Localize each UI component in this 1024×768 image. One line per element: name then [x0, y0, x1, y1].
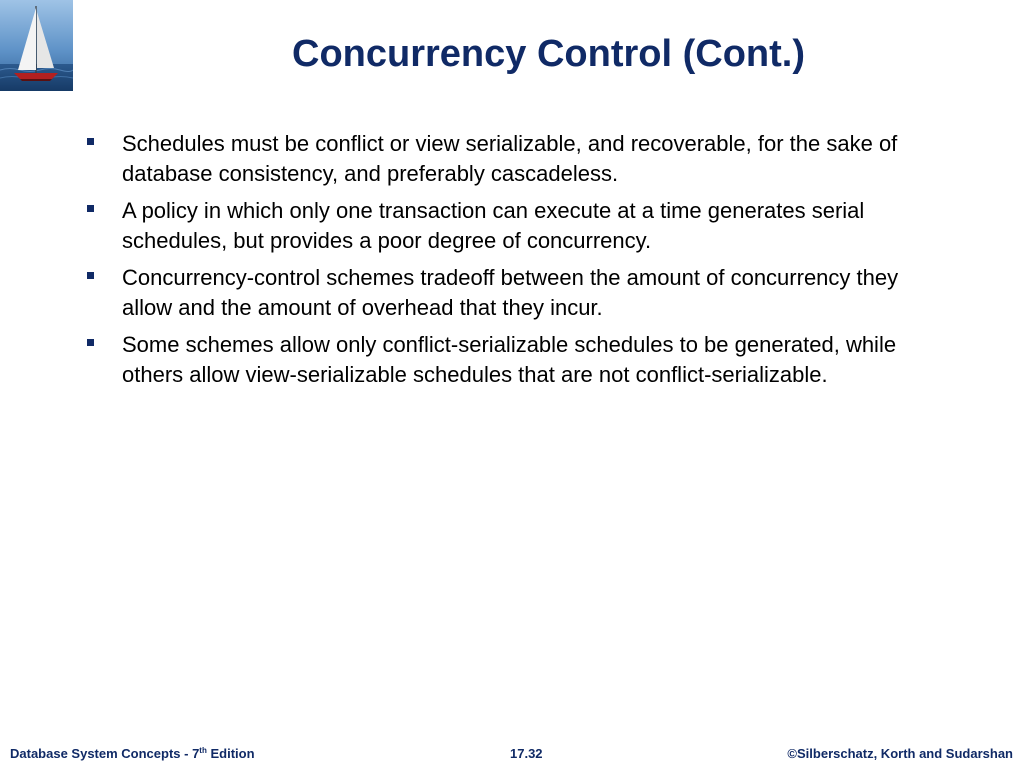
bullet-text: A policy in which only one transaction can execute at a time generates serial schedules, but provides a poor degree of concurrency. [122, 198, 865, 253]
footer [0, 745, 1024, 765]
bullet-list [84, 129, 944, 397]
sailboat-icon [0, 0, 73, 91]
list-item [84, 196, 944, 255]
copyright-notice: ©Silberschatz, Korth and Sudarshan [787, 746, 1013, 761]
edition-superscript: th [199, 746, 207, 755]
bullet-text: Schedules must be conflict or view serializable, and recoverable, for the sake of database consistency, and preferably cascadeless. [122, 131, 898, 186]
book-title-text: Database System Concepts - 7 [10, 746, 200, 761]
square-bullet-icon [87, 339, 94, 346]
slide-number: 17.32 [510, 746, 543, 761]
square-bullet-icon [87, 272, 94, 279]
page-title: Concurrency Control (Cont.) [292, 33, 805, 75]
edition-word: Edition [206, 746, 255, 761]
list-item [84, 129, 944, 188]
bullet-text: Concurrency-control schemes tradeoff between the amount of concurrency they allow and the amount of overhead that they incur. [122, 265, 899, 320]
square-bullet-icon [87, 205, 94, 212]
footer-book-title [10, 746, 255, 761]
list-item [84, 263, 944, 322]
square-bullet-icon [87, 138, 94, 145]
sailboat-logo [0, 0, 73, 91]
bullet-text: Some schemes allow only conflict-serializable schedules to be generated, while others allow view-serializable schedules that are not conflict-serializable. [122, 332, 897, 387]
list-item [84, 330, 944, 389]
